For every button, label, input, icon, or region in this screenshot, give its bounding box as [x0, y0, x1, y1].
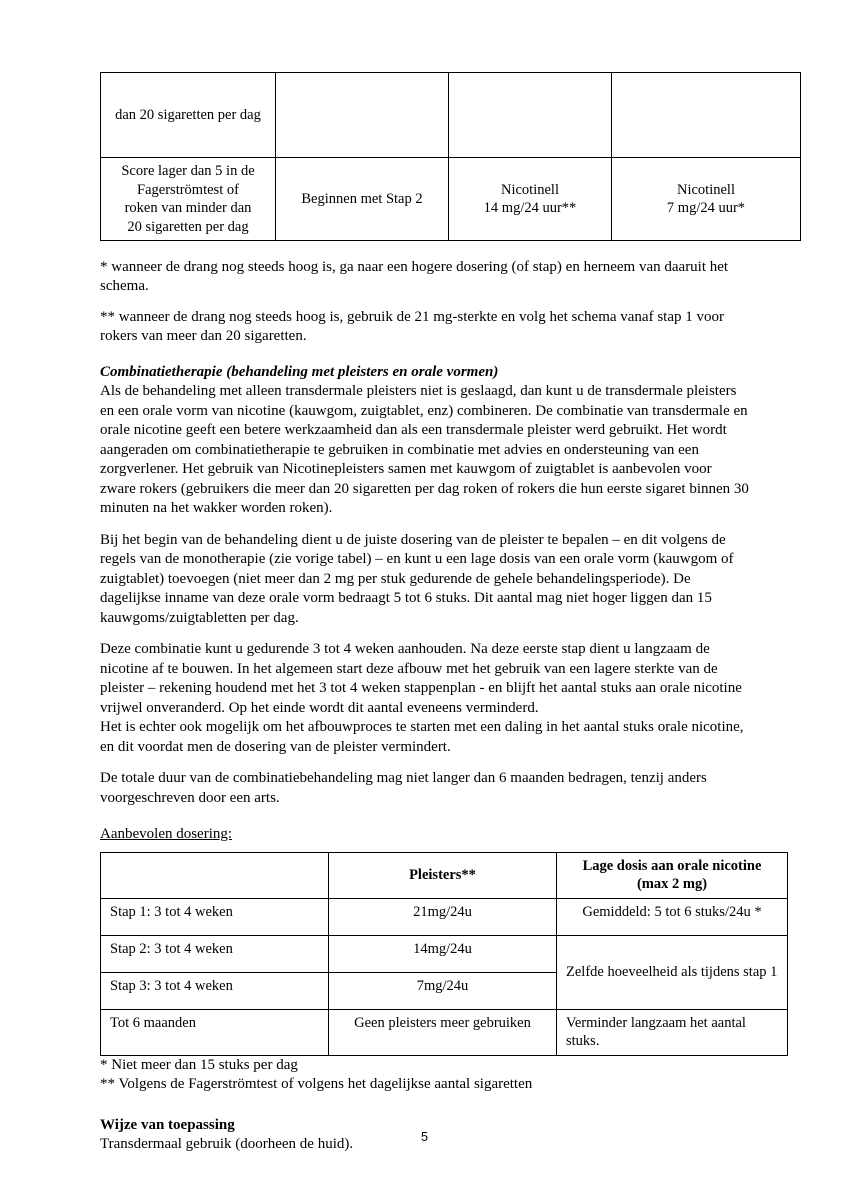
table-cell-stap: Tot 6 maanden	[101, 1009, 329, 1055]
table-cell-orale-dosis: Gemiddeld: 5 tot 6 stuks/24u *	[557, 898, 788, 935]
paragraph-afbouw: Deze combinatie kunt u gedurende 3 tot 4 weken aanhouden. Na deze eerste stap dient u langzaam de nicotine af te bouwen. In het algemeen start deze afbouw met het gebruik van een lagere sterkte van de pleister – rekening houdend met het 3 tot 4 weken stappenplan - en blijft het aantal stuks aan orale nicotine vrijwel onveranderd. Op het einde wordt dit aantal eveneens verminderd.	[100, 641, 742, 716]
table-cell-stap: Stap 3: 3 tot 4 weken	[101, 972, 329, 1009]
paragraph-totale-duur: De totale duur van de combinatiebehandeling mag niet langer dan 6 maanden bedragen, tenzij anders voorgeschreven door een arts.	[100, 770, 707, 806]
monotherapie-dosering-table	[100, 72, 801, 241]
footnote-double-asterisk: ** wanneer de drang nog steeds hoog is, gebruik de 21 mg-sterkte en volg het schema vanaf stap 1 voor rokers van meer dan 20 sigaretten.	[100, 308, 724, 344]
cell-line: roken van minder dan	[124, 200, 252, 217]
table-header-row	[101, 852, 788, 898]
table-cell-pleisters: 14mg/24u	[329, 935, 557, 972]
table-header-pleisters: Pleisters**	[329, 852, 557, 898]
spacer	[100, 628, 750, 640]
table-header-blank	[101, 852, 329, 898]
spacer	[100, 519, 750, 531]
page-content	[100, 72, 778, 1155]
table-cell-pleisters: 7mg/24u	[329, 972, 557, 1009]
section-heading-wijze-van-toepassing: Wijze van toepassing	[100, 1116, 235, 1133]
cell-line: Nicotinell	[501, 181, 559, 198]
table-header-orale-nicotine	[557, 852, 788, 898]
table-row	[101, 158, 801, 241]
cell-line: Score lager dan 5 in de	[121, 163, 255, 179]
cell-line: 20 sigaretten per dag	[127, 218, 249, 235]
header-line: Lage dosis aan orale nicotine	[582, 857, 762, 874]
table-cell-product-3	[612, 73, 801, 158]
spacer	[100, 757, 750, 769]
table-row	[101, 1009, 788, 1055]
table-row	[101, 73, 801, 158]
spacer	[100, 346, 750, 363]
table-cell-stap: Stap 2: 3 tot 4 weken	[101, 935, 329, 972]
header-line: (max 2 mg)	[636, 876, 708, 893]
table-cell-product-3	[612, 158, 801, 241]
spacer	[100, 241, 750, 258]
footnote-bottom-single-asterisk: * Niet meer dan 15 stuks per dag	[100, 1056, 298, 1073]
table-cell-stap: Stap 1: 3 tot 4 weken	[101, 898, 329, 935]
page-number: 5	[421, 1130, 428, 1144]
cell-line: Nicotinell	[677, 181, 735, 198]
table-cell-criteria	[101, 158, 276, 241]
paragraph-wijze-van-toepassing: Transdermaal gebruik (doorheen de huid).	[100, 1136, 354, 1153]
section-heading-combinatietherapie: Combinatietherapie (behandeling met pleisters en orale vormen)	[100, 363, 499, 380]
spacer	[100, 1094, 750, 1116]
table-row	[101, 935, 788, 972]
table-cell-product-2	[449, 73, 612, 158]
table-cell-orale-dosis: Verminder langzaam het aantal stuks.	[557, 1009, 788, 1055]
cell-line: Fagerströmtest of	[137, 181, 239, 198]
table-cell-orale-dosis-merged: Zelfde hoeveelheid als tijdens stap 1	[557, 935, 788, 1009]
paragraph-combinatietherapie-intro: Als de behandeling met alleen transdermale pleisters niet is geslaagd, dan kunt u de transdermale pleisters en een orale vorm van nicotine (kauwgom, zuigtablet, enz) combineren. De combinatie van transdermale en orale nicotine geeft een betere werkzaamheid dan als een transdermale pleister werd gebruikt. Het wordt aangeraden om combinatietherapie te gebruiken in combinatie met advies en ondersteuning van een zorgverlener. Het gebruik van Nicotinepleisters samen met kauwgom of zuigtablet is aanbevolen voor zware rokers (gebruikers die meer dan 20 sigaretten per dag roken of rokers die hun eerste sigaret binnen 30 minuten na het wakker worden roken).	[100, 383, 749, 517]
table-caption-aanbevolen-dosering: Aanbevolen dosering:	[100, 826, 233, 843]
footnote-bottom-double-asterisk: ** Volgens de Fagerströmtest of volgens het dagelijkse aantal sigaretten	[100, 1075, 533, 1092]
cell-line: Beginnen met Stap 2	[301, 190, 423, 207]
footnote-single-asterisk: * wanneer de drang nog steeds hoog is, ga naar een hogere dosering (of stap) en herneem van daaruit het schema.	[100, 259, 729, 295]
table-cell-pleisters: 21mg/24u	[329, 898, 557, 935]
table-cell-pleisters: Geen pleisters meer gebruiken	[329, 1009, 557, 1055]
spacer	[100, 845, 750, 852]
paragraph-afbouw-alternatief: Het is echter ook mogelijk om het afbouwproces te starten met een daling in het aantal stuks orale nicotine, en dit voordat men de dosering van de pleister vermindert.	[100, 719, 744, 755]
table-cell-product-2	[449, 158, 612, 241]
spacer	[100, 808, 750, 825]
cell-line: 14 mg/24 uur**	[483, 200, 577, 217]
table-cell-startstap	[276, 73, 449, 158]
spacer	[100, 296, 750, 308]
table-cell-startstap	[276, 158, 449, 241]
table-cell-criteria: dan 20 sigaretten per dag	[101, 73, 276, 158]
paragraph-dosering-bepalen: Bij het begin van de behandeling dient u de juiste dosering van de pleister te bepalen – en dit volgens de regels van de monotherapie (zie vorige tabel) – en kunt u een lage dosis van een orale vorm (kauwgom of zuigtablet) toevoegen (niet meer dan 2 mg per stuk gedurende de gehele behandelingsperiode). De dagelijkse inname van deze orale vorm bedraagt 5 tot 6 stuks. Dit aantal mag niet hoger liggen dan 15 kauwgoms/zuigtabletten per dag.	[100, 531, 734, 626]
aanbevolen-dosering-table	[100, 852, 788, 1056]
table-row	[101, 898, 788, 935]
cell-line: 7 mg/24 uur*	[666, 200, 746, 217]
